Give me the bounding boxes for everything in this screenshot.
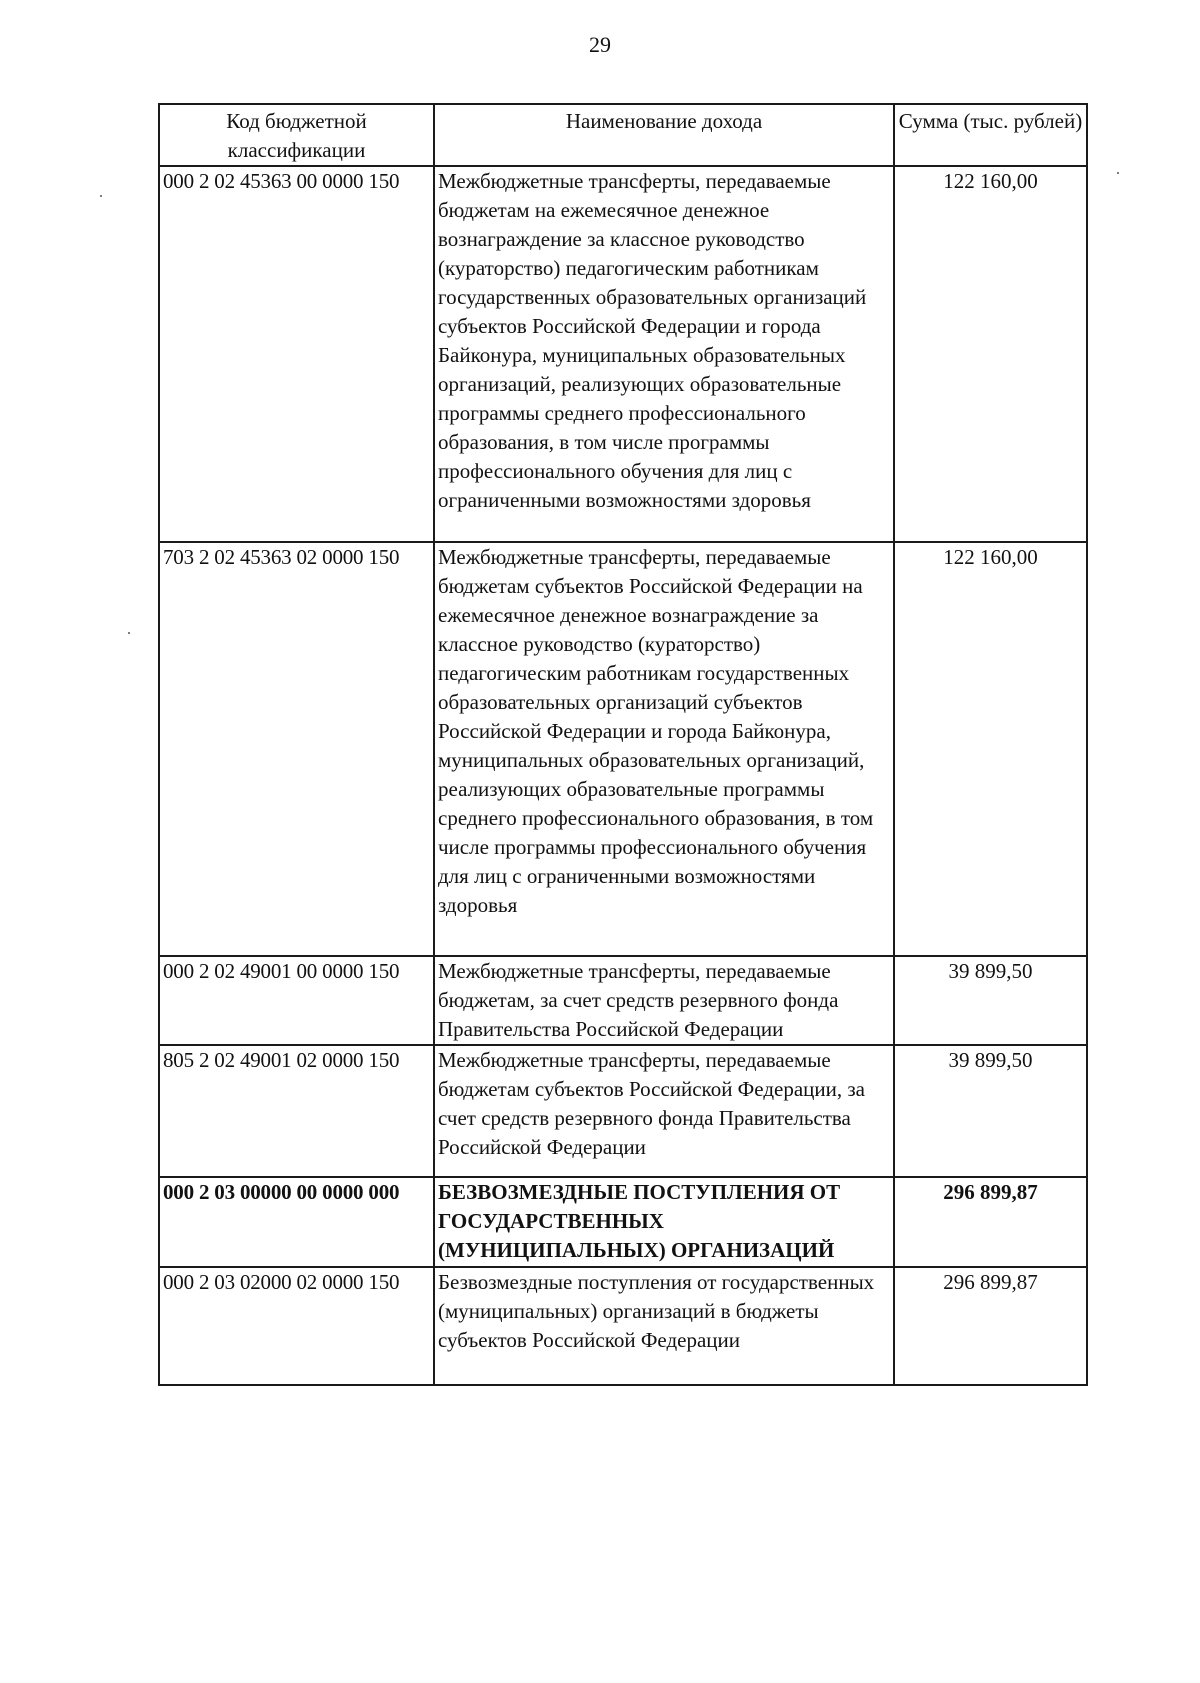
cell-name: Межбюджетные трансферты, передаваемые бюджетам на ежемесячное денежное вознаграждение за классное руководство (кураторство) педагогическим работникам государственных образовательных организаций субъектов Российской Федерации и города Байконура, муниципальных образовательных организаций, реализующих образовательные программы среднего профессионального образования, в том числе программы профессионального обучения для лиц с ограниченными возможностями здоровья (434, 166, 894, 542)
header-sum: Сумма (тыс. рублей) (894, 104, 1087, 166)
cell-code: 000 2 03 02000 02 0000 150 (159, 1267, 434, 1385)
table-row (159, 1045, 1087, 1177)
table-row (159, 166, 1087, 542)
scan-speck (1117, 172, 1119, 174)
cell-sum: 39 899,50 (894, 1045, 1087, 1177)
table-header (159, 104, 1087, 166)
cell-sum: 296 899,87 (894, 1267, 1087, 1385)
cell-name: Межбюджетные трансферты, передаваемые бюджетам субъектов Российской Федерации на ежемесячное денежное вознаграждение за классное руководство (кураторство) педагогическим работникам государственных образовательных организаций субъектов Российской Федерации и города Байконура, муниципальных образовательных организаций, реализующих образовательные программы среднего профессионального образования, в том числе программы профессионального обучения для лиц с ограниченными возможностями здоровья (434, 542, 894, 956)
table-body (159, 166, 1087, 1385)
cell-sum: 296 899,87 (894, 1177, 1087, 1267)
header-row (159, 104, 1087, 166)
cell-code: 805 2 02 49001 02 0000 150 (159, 1045, 434, 1177)
scan-speck (100, 195, 102, 197)
cell-name: Безвозмездные поступления от государственных (муниципальных) организаций в бюджеты субъектов Российской Федерации (434, 1267, 894, 1385)
cell-sum: 39 899,50 (894, 956, 1087, 1045)
cell-name: Межбюджетные трансферты, передаваемые бюджетам субъектов Российской Федерации, за счет средств резервного фонда Правительства Российской Федерации (434, 1045, 894, 1177)
cell-code: 000 2 02 49001 00 0000 150 (159, 956, 434, 1045)
scan-speck (128, 632, 130, 634)
cell-name: Межбюджетные трансферты, передаваемые бюджетам, за счет средств резервного фонда Правительства Российской Федерации (434, 956, 894, 1045)
cell-code: 703 2 02 45363 02 0000 150 (159, 542, 434, 956)
table-row (159, 542, 1087, 956)
cell-code: 000 2 03 00000 00 0000 000 (159, 1177, 434, 1267)
budget-income-table (158, 103, 1088, 1386)
cell-name: БЕЗВОЗМЕЗДНЫЕ ПОСТУПЛЕНИЯ ОТ ГОСУДАРСТВЕННЫХ (МУНИЦИПАЛЬНЫХ) ОРГАНИЗАЦИЙ (434, 1177, 894, 1267)
page-number: 29 (589, 32, 611, 57)
table-row (159, 956, 1087, 1045)
table-row (159, 1267, 1087, 1385)
table-row-section (159, 1177, 1087, 1267)
cell-sum: 122 160,00 (894, 166, 1087, 542)
header-code: Код бюджетной классификации (159, 104, 434, 166)
header-name: Наименование дохода (434, 104, 894, 166)
cell-sum: 122 160,00 (894, 542, 1087, 956)
cell-code: 000 2 02 45363 00 0000 150 (159, 166, 434, 542)
